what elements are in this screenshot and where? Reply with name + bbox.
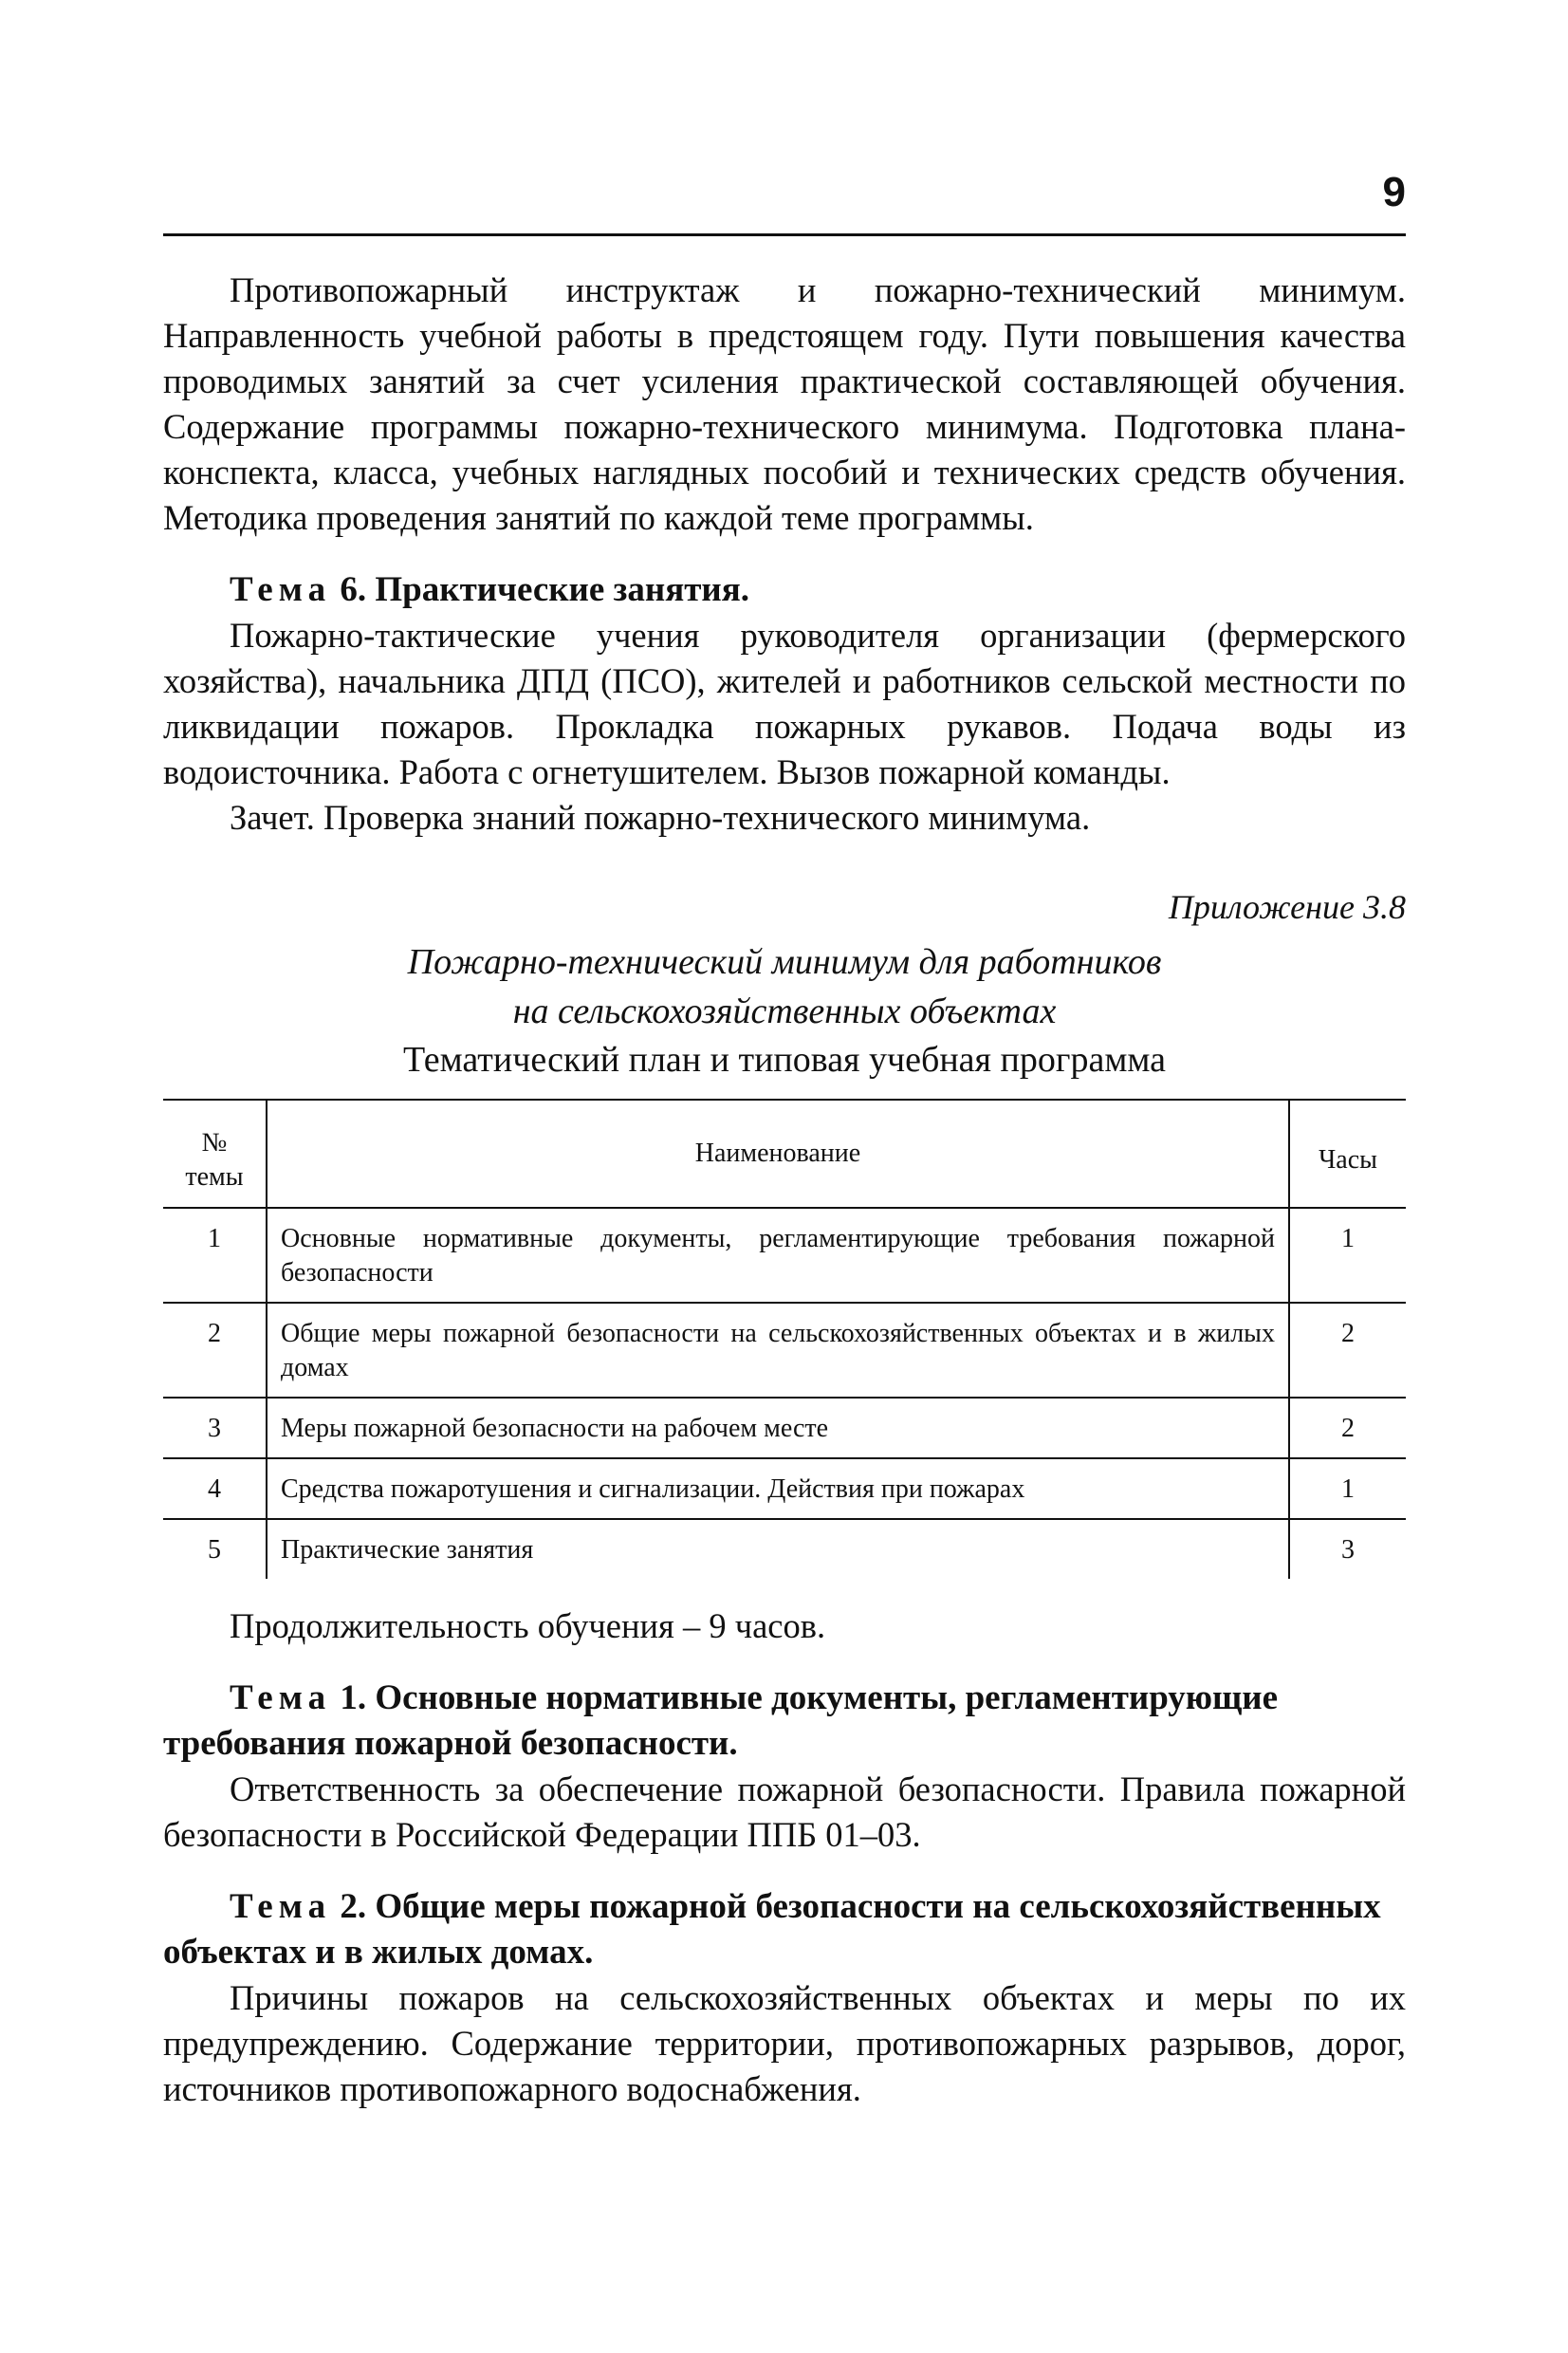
row-number: 5 bbox=[163, 1519, 267, 1579]
table-row bbox=[163, 1398, 1406, 1458]
table-row bbox=[163, 1519, 1406, 1579]
table-row bbox=[163, 1208, 1406, 1303]
appendix-subtitle: Тематический план и типовая учебная программа bbox=[402, 1040, 1167, 1080]
page-number: 9 bbox=[1382, 169, 1406, 215]
duration-note: Продолжительность обучения – 9 часов. bbox=[230, 1606, 826, 1645]
row-hours: 2 bbox=[1289, 1398, 1406, 1458]
row-number: 2 bbox=[163, 1303, 267, 1398]
header-num-label: темы bbox=[185, 1162, 244, 1192]
topic-1-title: 1. Основные нормативные документы, регламентирующие требования пожарной безопасности. bbox=[163, 1678, 1279, 1763]
topic-6-paragraph-2: Зачет. Проверка знаний пожарно-технического минимума. bbox=[230, 798, 1091, 837]
topic-2-label: Тема bbox=[230, 1887, 332, 1926]
row-number: 1 bbox=[163, 1208, 267, 1303]
intro-paragraph: Противопожарный инструктаж и пожарно-технический минимум. Направленность учебной работы в предстоящем году. Пути повышения качества проводимых занятий за счет усиления практической составляющей обучения. Содержание программы пожарно-технического минимума. Подготовка плана-конспекта, класса, учебных наглядных пособий и технических средств обучения. Методика проведения занятий по каждой теме программы. bbox=[163, 270, 1406, 537]
book-page bbox=[163, 0, 1406, 2353]
appendix-title bbox=[163, 937, 1406, 1036]
topic-6-title: 6. Практические занятия. bbox=[340, 570, 750, 609]
row-hours: 1 bbox=[1289, 1208, 1406, 1303]
table-row bbox=[163, 1303, 1406, 1398]
topic-1-heading bbox=[163, 1676, 1406, 1767]
row-name: Практические занятия bbox=[267, 1519, 1289, 1579]
topic-6-label: Тема bbox=[230, 570, 332, 609]
topic-6-paragraph-1: Пожарно-тактические учения руководителя организации (фермерского хозяйства), начальника ДПД (ПСО), жителей и работников сельской местности по ликвидации пожаров. Прокладка пожарных рукавов. Подача воды из водоисточника. Работа с огнетушителем. Вызов пожарной команды. bbox=[163, 616, 1406, 791]
row-hours: 3 bbox=[1289, 1519, 1406, 1579]
page-content bbox=[163, 268, 1406, 2112]
header-name: Наименование bbox=[267, 1100, 1289, 1208]
topic-2-heading bbox=[163, 1884, 1406, 1975]
header-topic-number bbox=[163, 1100, 267, 1208]
appendix-title-line-2: на сельскохозяйственных объектах bbox=[512, 991, 1057, 1031]
row-number: 3 bbox=[163, 1398, 267, 1458]
thematic-plan-table bbox=[163, 1099, 1406, 1579]
row-name: Основные нормативные документы, регламентирующие требования пожарной безопасности bbox=[267, 1208, 1289, 1303]
appendix-label: Приложение 3.8 bbox=[1168, 888, 1406, 926]
row-number: 4 bbox=[163, 1458, 267, 1519]
row-name: Меры пожарной безопасности на рабочем месте bbox=[267, 1398, 1289, 1458]
row-hours: 2 bbox=[1289, 1303, 1406, 1398]
header-rule bbox=[163, 233, 1406, 236]
topic-1-label: Тема bbox=[230, 1678, 332, 1717]
appendix-title-line-1: Пожарно-технический минимум для работников bbox=[407, 942, 1162, 982]
topic-2-paragraph: Причины пожаров на сельскохозяйственных объектах и меры по их предупреждению. Содержание территории, противопожарных разрывов, дорог, источников противопожарного водоснабжения. bbox=[163, 1978, 1406, 2108]
row-hours: 1 bbox=[1289, 1458, 1406, 1519]
topic-1-paragraph: Ответственность за обеспечение пожарной безопасности. Правила пожарной безопасности в Российской Федерации ППБ 01–03. bbox=[163, 1769, 1406, 1854]
row-name: Общие меры пожарной безопасности на сельскохозяйственных объектах и в жилых домах bbox=[267, 1303, 1289, 1398]
topic-2-title: 2. Общие меры пожарной безопасности на сельскохозяйственных объектах и в жилых домах. bbox=[163, 1887, 1381, 1972]
table-header-row bbox=[163, 1100, 1406, 1208]
table-row bbox=[163, 1458, 1406, 1519]
row-name: Средства пожаротушения и сигнализации. Действия при пожарах bbox=[267, 1458, 1289, 1519]
header-hours: Часы bbox=[1289, 1100, 1406, 1208]
topic-6-heading bbox=[163, 567, 1406, 613]
header-num-symbol: № bbox=[201, 1128, 228, 1158]
